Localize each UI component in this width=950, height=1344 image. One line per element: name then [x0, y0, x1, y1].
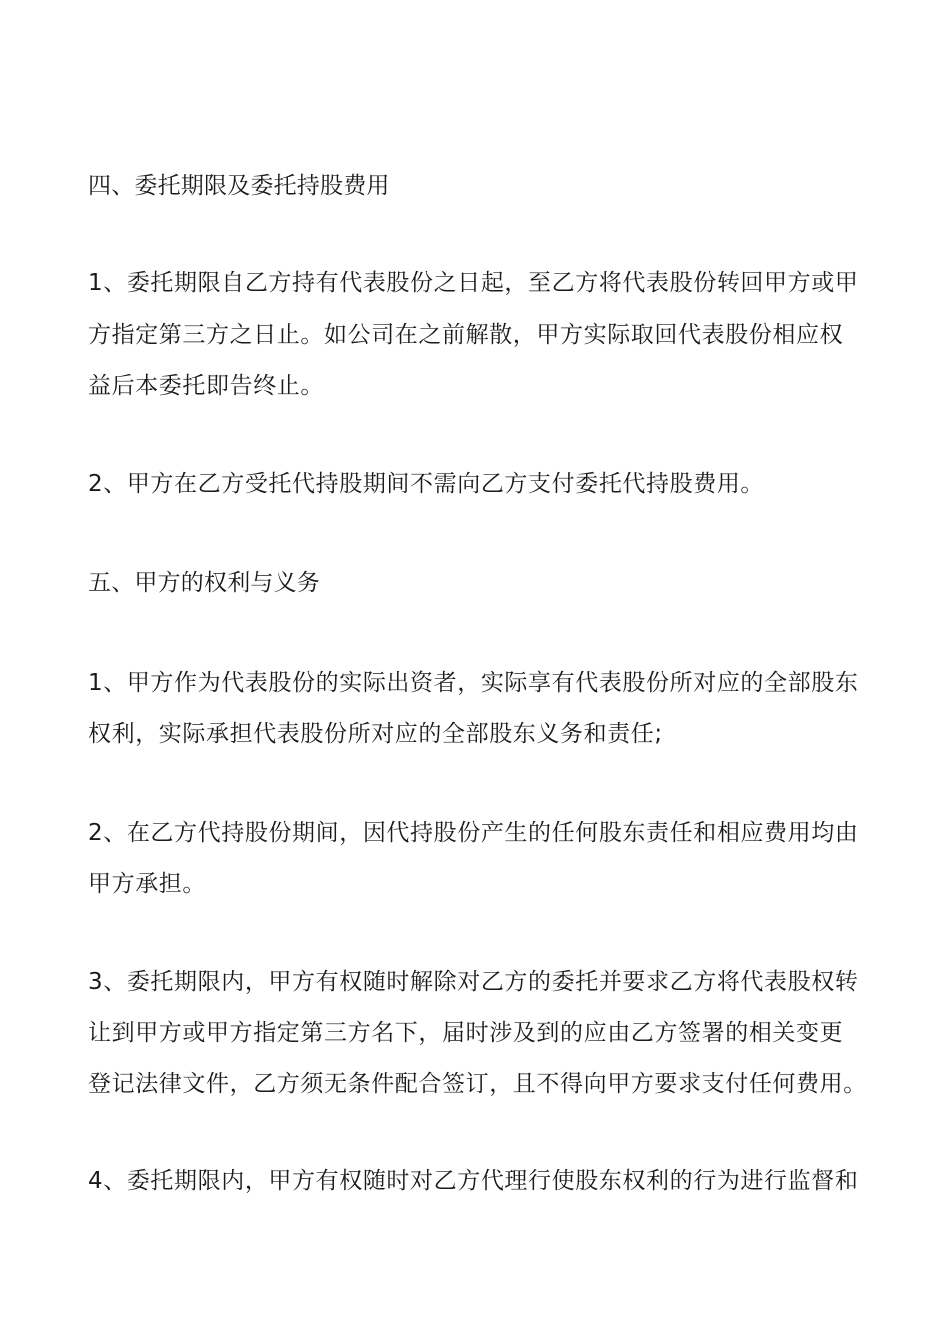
- paragraph-4-1-line-2: 方指定第三方之日止。如公司在之前解散，甲方实际取回代表股份相应权: [88, 322, 844, 348]
- paragraph-5-4-line-1: 4、委托期限内，甲方有权随时对乙方代理行使股东权利的行为进行监督和: [88, 1168, 859, 1194]
- paragraph-5-1-line-2: 权利，实际承担代表股份所对应的全部股东义务和责任;: [88, 721, 663, 747]
- section-heading-5: 五、甲方的权利与义务: [88, 570, 320, 596]
- paragraph-5-3-line-3: 登记法律文件，乙方须无条件配合签订，且不得向甲方要求支付任何费用。: [88, 1071, 867, 1097]
- paragraph-4-1-line-3: 益后本委托即告终止。: [88, 373, 324, 399]
- paragraph-5-1-line-1: 1、甲方作为代表股份的实际出资者，实际享有代表股份所对应的全部股东: [88, 670, 859, 696]
- paragraph-4-1-line-1: 1、委托期限自乙方持有代表股份之日起，至乙方将代表股份转回甲方或甲: [88, 270, 859, 296]
- paragraph-5-3-line-1: 3、委托期限内，甲方有权随时解除对乙方的委托并要求乙方将代表股权转: [88, 969, 859, 995]
- paragraph-5-2-line-1: 2、在乙方代持股份期间，因代持股份产生的任何股东责任和相应费用均由: [88, 820, 859, 846]
- paragraph-5-3-line-2: 让到甲方或甲方指定第三方名下，届时涉及到的应由乙方签署的相关变更: [88, 1020, 844, 1046]
- section-heading-4: 四、委托期限及委托持股费用: [88, 173, 390, 199]
- paragraph-5-2-line-2: 甲方承担。: [88, 871, 206, 897]
- paragraph-4-2-line-1: 2、甲方在乙方受托代持股期间不需向乙方支付委托代持股费用。: [88, 471, 765, 497]
